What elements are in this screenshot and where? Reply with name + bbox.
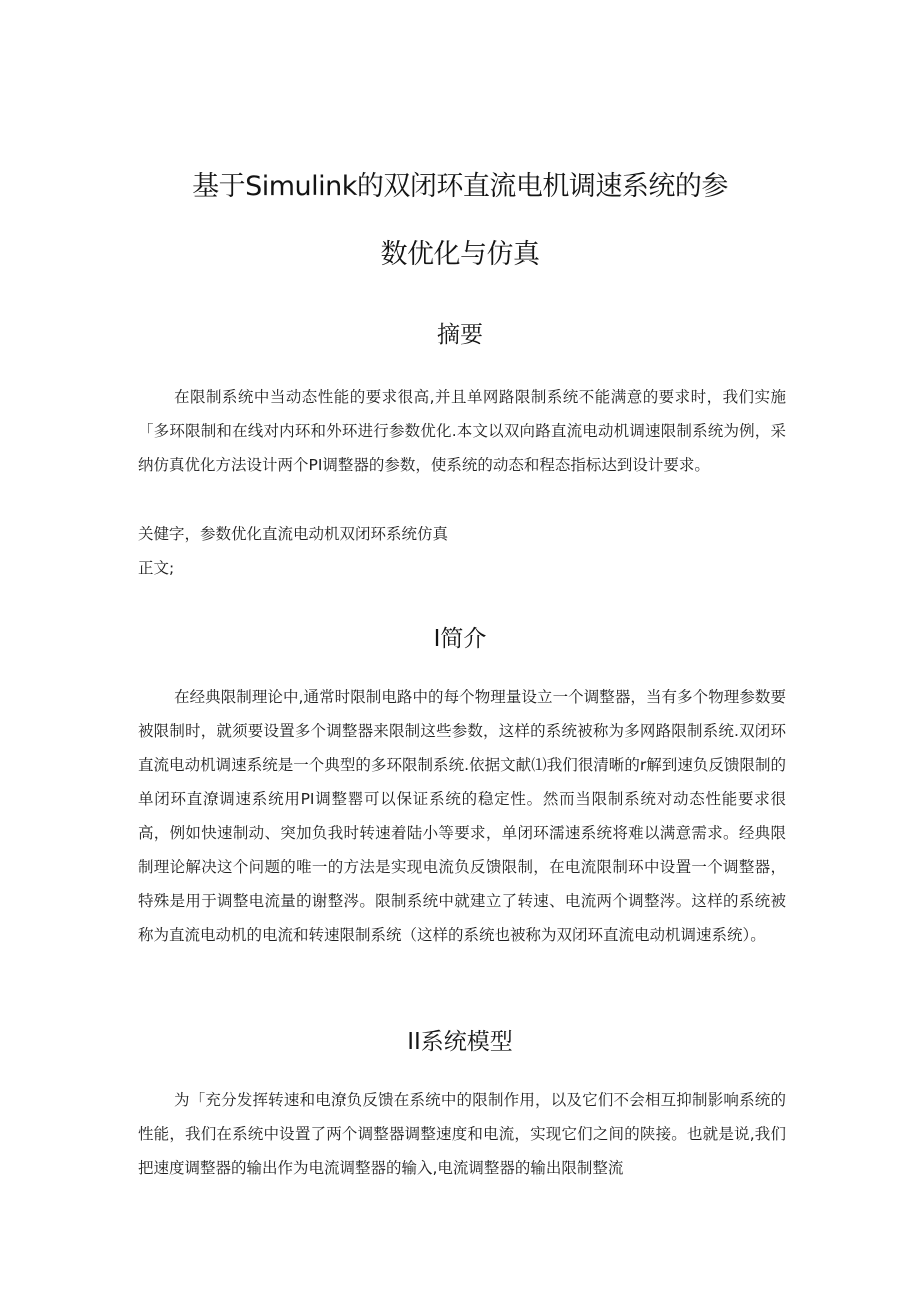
section-2-heading: II系统模型	[407, 1029, 513, 1055]
abstract-paragraph: 在限制系统中当动态性能的要求很高,并且单网路限制系统不能满意的要求时，我们实施「多环限制和在线对内环和外环进行参数优化.本文以双向路直流电动机调速限制系统为例，采纳仿真优化方法设计两个PI调整器的参数，使系统的动态和程态指标达到设计要求。	[138, 388, 786, 474]
paper-title-line-2: 数优化与仿真	[380, 239, 540, 270]
abstract-heading: 摘要	[437, 322, 483, 348]
section-1-paragraph: 在经典限制理论中,通常时限制电路中的每个物理量设立一个调整器，当有多个物理参数要被限制时，就须要设置多个调整器来限制这些参数，这样的系统被称为多网路限制系统.双闭环直流电动机调速系统是一个典型的多环限制系统.依据文献⑴我们很清晰的r解到速负反馈限制的单闭环直潦调速系统用PI调整罂可以保证系统的稳定性。然而当限制系统对动态性能要求很高，例如快速制动、突加负我时转速着陆小等要求，单闭环濡速系统将难以满意需求。经典限制理论解决这个问题的唯一的方法是实现电流负反馈限制，在电流限制环中设置一个调整器，特殊是用于调整电流量的谢整涔。限制系统中就建立了转速、电流两个调整涔。这样的系统被称为直流电动机的电流和转速限制系统（这样的系统也被称为双闭环直流电动机调速系统）。	[138, 688, 786, 944]
keywords-line: 关健字，参数优化直流电动机双闭环系统仿真	[138, 525, 449, 543]
section-1-heading: I简介	[433, 626, 487, 652]
section-2-paragraph: 为「充分发挥转速和电潦负反馈在系统中的限制作用，以及它们不会相互抑制影响系统的性能，我们在系统中设置了两个调整器调整速度和电流，实现它们之间的陕接。也就是说,我们把速度调整器的输出作为电流调整器的输入,电流调整器的输出限制整流	[138, 1091, 786, 1177]
body-label: 正文;	[138, 559, 175, 577]
paper-title-line-1: 基于Simulink的双闭环直流电机调速系统的参	[192, 171, 728, 202]
